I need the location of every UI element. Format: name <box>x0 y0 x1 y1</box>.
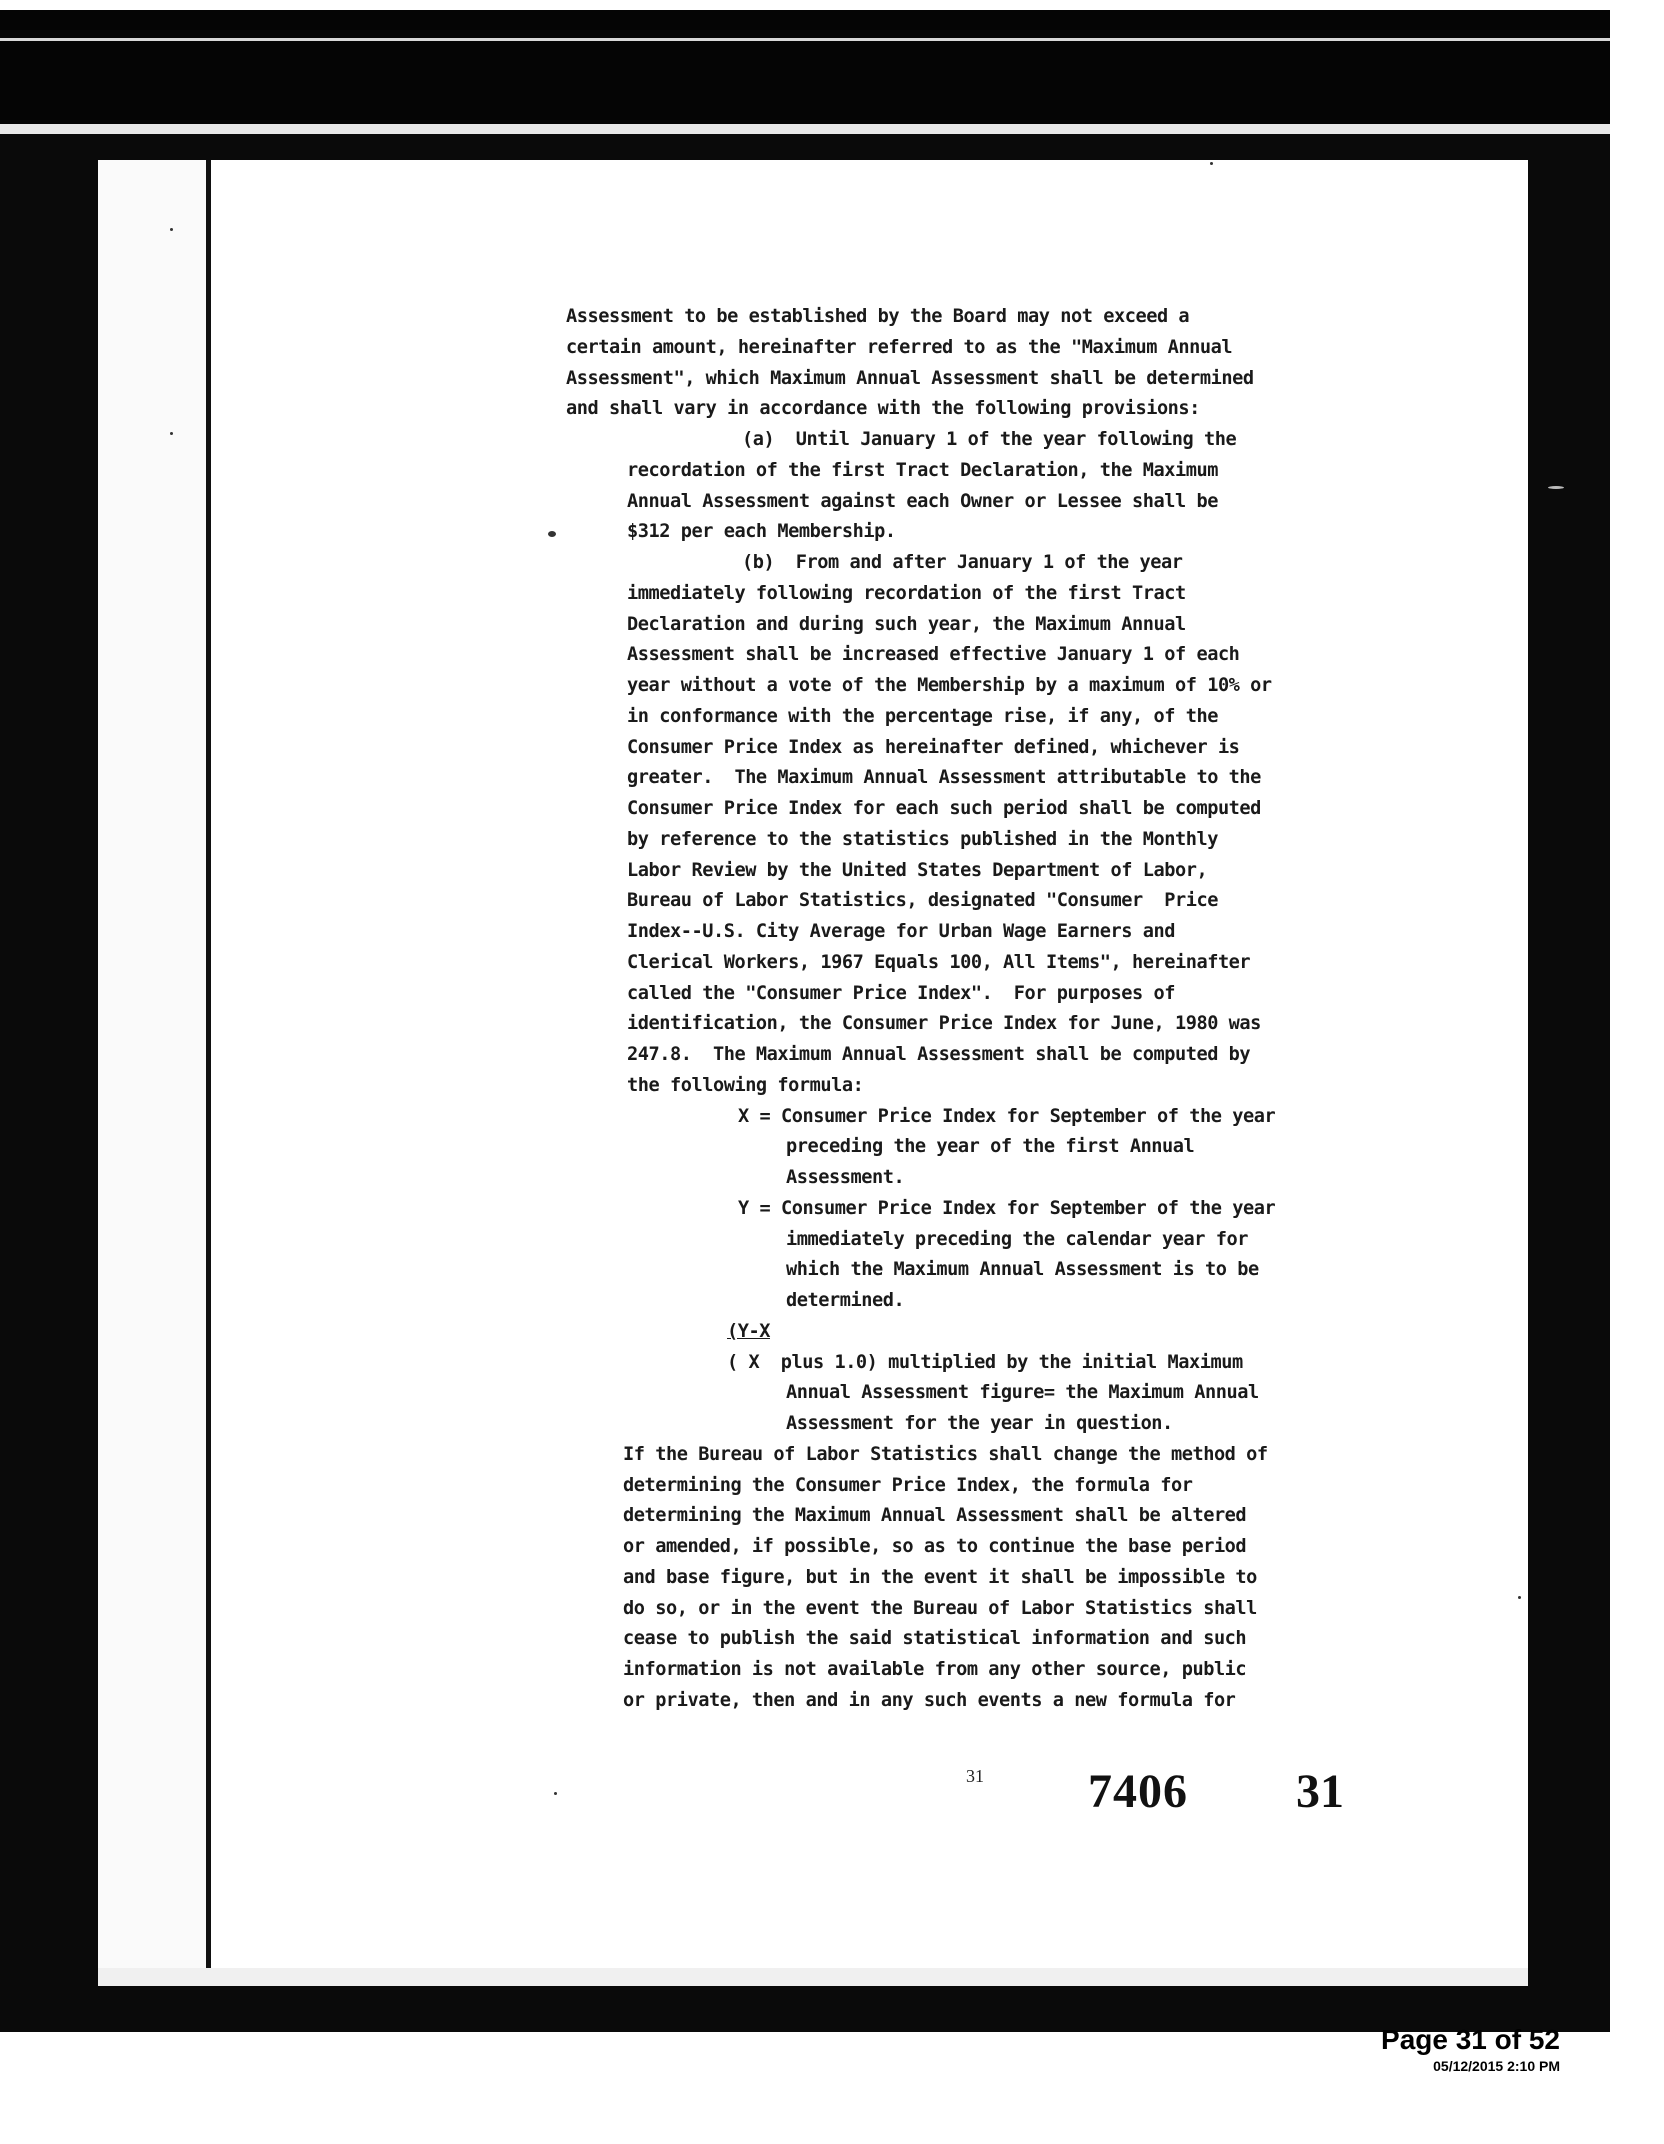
text-line: Index--U.S. City Average for Urban Wage Earners and <box>627 921 1175 942</box>
text-line: called the "Consumer Price Index". For purposes of <box>627 983 1175 1004</box>
scan-speck <box>1548 486 1564 489</box>
text-line: in conformance with the percentage rise, if any, of the <box>627 706 1218 727</box>
text-line: Clerical Workers, 1967 Equals 100, All Items", hereinafter <box>627 952 1251 973</box>
formula-numerator: (Y-X <box>727 1321 770 1342</box>
page-left-margin <box>98 160 206 1986</box>
scan-top-line <box>0 38 1610 41</box>
print-timestamp: 05/12/2015 2:10 PM <box>1433 2058 1560 2074</box>
text-line: Consumer Price Index for each such period shall be computed <box>627 798 1261 819</box>
text-line: certain amount, hereinafter referred to as the "Maximum Annual <box>566 337 1233 358</box>
text-line: Annual Assessment against each Owner or Lessee shall be <box>627 491 1218 512</box>
scan-speck <box>170 432 173 435</box>
text-line: (a) Until January 1 of the year following the <box>742 429 1237 450</box>
text-line: which the Maximum Annual Assessment is to be <box>786 1259 1259 1280</box>
text-line: or amended, if possible, so as to continue the base period <box>623 1536 1247 1557</box>
book-page-stamp: 31 <box>1296 1765 1344 1818</box>
scan-speck <box>548 531 556 537</box>
scan-speck <box>1210 162 1213 165</box>
text-line: information is not available from any other source, public <box>623 1659 1247 1680</box>
text-line: Assessment", which Maximum Annual Assessment shall be determined <box>566 368 1254 389</box>
text-line: preceding the year of the first Annual <box>786 1136 1195 1157</box>
text-line: Assessment for the year in question. <box>786 1413 1173 1434</box>
book-number-stamp: 7406 <box>1088 1765 1188 1818</box>
text-line: determining the Maximum Annual Assessment shall be altered <box>623 1505 1247 1526</box>
text-line: by reference to the statistics published in the Monthly <box>627 829 1218 850</box>
text-line: $312 per each Membership. <box>627 521 896 542</box>
scan-speck <box>1518 1596 1521 1599</box>
text-line: Labor Review by the United States Department of Labor, <box>627 860 1208 881</box>
text-line: (b) From and after January 1 of the year <box>742 552 1183 573</box>
text-line: identification, the Consumer Price Index for June, 1980 was <box>627 1013 1261 1034</box>
text-line: Bureau of Labor Statistics, designated "Consumer Price <box>627 890 1218 911</box>
scan-speck <box>170 228 173 231</box>
text-line: or private, then and in any such events a new formula for <box>623 1690 1236 1711</box>
text-line: recordation of the first Tract Declaration, the Maximum <box>627 460 1218 481</box>
formula-expression: ( X plus 1.0) multiplied by the initial Maximum <box>727 1352 1243 1373</box>
scan-speck <box>554 1792 557 1795</box>
text-line: greater. The Maximum Annual Assessment attributable to the <box>627 767 1261 788</box>
page-bottom-edge <box>98 1968 1528 1986</box>
text-line: year without a vote of the Membership by a maximum of 10% or <box>627 675 1272 696</box>
text-line: Consumer Price Index as hereinafter defined, whichever is <box>627 737 1240 758</box>
binding-line <box>206 160 211 1986</box>
text-line: cease to publish the said statistical information and such <box>623 1628 1247 1649</box>
page-number: 31 <box>966 1766 984 1786</box>
text-line: determined. <box>786 1290 905 1311</box>
text-line: and shall vary in accordance with the following provisions: <box>566 398 1200 419</box>
page-indicator: Page 31 of 52 <box>1381 2024 1560 2055</box>
text-line: If the Bureau of Labor Statistics shall change the method of <box>623 1444 1268 1465</box>
text-line: Assessment. <box>786 1167 905 1188</box>
text-line: Annual Assessment figure= the Maximum Annual <box>786 1382 1259 1403</box>
text-line: do so, or in the event the Bureau of Labor Statistics shall <box>623 1598 1257 1619</box>
text-line: Assessment to be established by the Board may not exceed a <box>566 306 1190 327</box>
scan-top-band <box>0 10 1610 128</box>
text-line: determining the Consumer Price Index, the formula for <box>623 1475 1193 1496</box>
formula-y-definition: Y = Consumer Price Index for September of the year <box>738 1198 1276 1219</box>
text-line: Assessment shall be increased effective January 1 of each <box>627 644 1240 665</box>
text-line: the following formula: <box>627 1075 864 1096</box>
formula-x-definition: X = Consumer Price Index for September of the year <box>738 1106 1276 1127</box>
text-line: Declaration and during such year, the Maximum Annual <box>627 614 1186 635</box>
text-line: immediately preceding the calendar year for <box>786 1229 1249 1250</box>
text-line: immediately following recordation of the first Tract <box>627 583 1186 604</box>
text-line: 247.8. The Maximum Annual Assessment shall be computed by <box>627 1044 1251 1065</box>
text-line: and base figure, but in the event it shall be impossible to <box>623 1567 1257 1588</box>
scan-top-gap <box>0 124 1610 134</box>
